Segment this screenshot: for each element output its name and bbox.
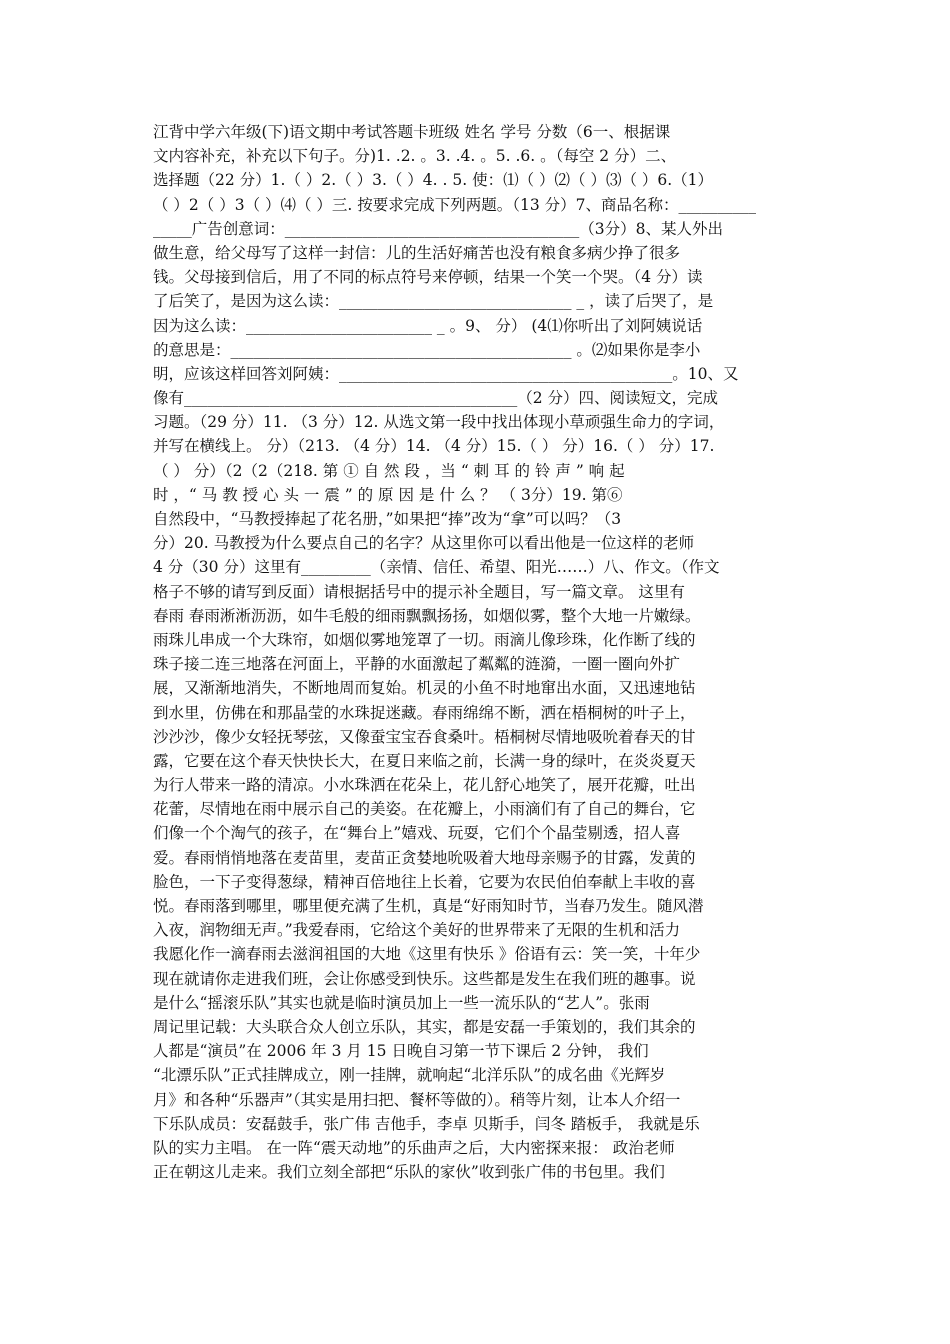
text-line: 入夜，润物细无声。”我爱春雨，它给这个美好的世界带来了无限的生机和活力 (153, 921, 681, 940)
text-line: 选择题（22 分）1.（ ）2.（ ）3.（ ）4. . 5. 使：⑴（ ）⑵（ ）⑶（ ）6.（1） (153, 171, 714, 190)
text-line: 沙沙沙，像少女轻抚琴弦，又像蚕宝宝吞食桑叶。梧桐树尽情地吸吮着春天的甘 (153, 727, 696, 746)
text-line: 并写在横线上。 分）（213. （4 分）14. （4 分）15.（ ） 分）16.（ ） 分）17. (153, 437, 715, 456)
text-line: 钱。父母接到信后，用了不同的标点符号来停顿，结果一个笑一个哭。（4 分）读 (153, 268, 703, 287)
text-line: 春雨 春雨淅淅沥沥，如牛毛般的细雨飘飘扬扬，如烟似雾，整个大地一片嫩绿。 (153, 606, 701, 625)
text-line: 明，应该这样回答刘阿姨：___________________________________________。10、又 (153, 364, 739, 383)
text-line: 习题。（29 分）11. （3 分）12. 从选文第一段中找出体现小草顽强生命力的字词， (153, 413, 725, 432)
text-line: 我愿化作一滴春雨去滋润祖国的大地《这里有快乐 》俗语有云：笑一笑，十年少 (153, 945, 701, 964)
text-line: （ ） 分）（2（2（218. 第 ① 自 然 段 ，当 “ 刺 耳 的 铃 声 ” 响 起 (153, 461, 625, 480)
text-line: 的意思是：____________________________________________ 。⑵如果你是李小 (153, 340, 701, 359)
text-line: 江背中学六年级(下)语文期中考试答题卡班级 姓名 学号 分数（6一、根据课 (153, 123, 671, 141)
text-line: 像有___________________________________________（2 分）四、阅读短文，完成 (153, 389, 719, 408)
text-line: 花蕾，尽情地在雨中展示自己的美姿。在花瓣上，小雨滴们有了自己的舞台，它 (153, 800, 696, 819)
text-line: 时 ，“ 马 教 授 心 头 一 震 ” 的 原 因 是 什 么 ？ （ 3分）19. 第⑥ (153, 485, 623, 504)
text-line: “北漂乐队”正式挂牌成立，刚一挂牌，就响起“北洋乐队”的成名曲《光辉岁 (153, 1066, 666, 1085)
text-line: 珠子接二连三地落在河面上，平静的水面激起了粼粼的涟漪，一圈一圈向外扩 (153, 655, 681, 674)
text-line: 4 分（30 分）这里有_________（亲情、信任、希望、阳光……）八、作文。（作文 (153, 558, 720, 577)
text-line: 们像一个个淘气的孩子，在“舞台上”嬉戏、玩耍，它们个个晶莹剔透，招人喜 (153, 824, 681, 843)
text-line: （ ）2（ ）3（ ）⑷（ ）三. 按要求完成下列两题。（13 分）7、商品名称：__________ (153, 195, 757, 214)
text-line: _____广告创意词：______________________________________（3分）8、某人外出 (153, 219, 723, 238)
text-line: 悦。春雨落到哪里，哪里便充满了生机，真是“好雨知时节，当春乃发生。随风潜 (153, 897, 704, 915)
text-line: 文内容补充，补充以下句子。分)1. .2. 。3. .4. 。5. .6. 。（每空 2 分）二、 (153, 147, 677, 166)
text-line: 脸色，一下子变得葱绿，精神百倍地往上长着，它要为农民伯伯奉献上丰收的喜 (153, 872, 696, 891)
text-line: 自然段中，“马教授捧起了花名册，”如果把“捧”改为“拿”可以吗？（3 (153, 510, 622, 528)
text-line: 现在就请你走进我们班，会让你感受到快乐。这些都是发生在我们班的趣事。说 (153, 969, 696, 988)
text-line: 下乐队成员：安磊鼓手，张广伟 吉他手，李卓 贝斯手，闫冬 踏板手， 我就是乐 (153, 1114, 700, 1133)
text-line: 露，它要在这个春天快快长大，在夏日来临之前，长满一身的绿叶，在炎炎夏天 (153, 751, 696, 770)
text-line: 队的实力主唱。 在一阵“震天动地”的乐曲声之后，大内密探来报： 政治老师 (153, 1138, 675, 1157)
text-line: 做生意，给父母写了这样一封信：儿的生活好痛苦也没有粮食多病少挣了很多 (153, 243, 681, 262)
text-line: 展，又渐渐地消失，不断地周而复始。机灵的小鱼不时地窜出水面，又迅速地钻 (153, 679, 696, 698)
text-line: 格子不够的请写到反面）请根据括号中的提示补全题目，写一篇文章。 这里有 (153, 582, 685, 601)
text-line: 正在朝这儿走来。我们立刻全部把“乐队的家伙”收到张广伟的书包里。我们 (153, 1163, 665, 1182)
text-line: 到水里，仿佛在和那晶莹的水珠捉迷藏。春雨绵绵不断，洒在梧桐树的叶子上， (153, 703, 696, 722)
text-line: 因为这么读：________________________ _ 。9、 分） (4⑴你听出了刘阿姨说话 (153, 316, 703, 335)
document-page (153, 120, 813, 1184)
text-line: 人都是“演员”在 2006 年 3 月 15 日晚自习第一节下课后 2 分钟， 我们 (153, 1042, 649, 1061)
text-line: 月》和各种“乐器声”（其实是用扫把、餐杯等做的）。稍等片刻，让本人介绍一 (153, 1090, 681, 1109)
text-line: 为行人带来一路的清凉。小水珠洒在花朵上，花儿舒心地笑了，展开花瓣，吐出 (153, 776, 696, 795)
text-line: 爱。春雨悄悄地落在麦苗里，麦苗正贪婪地吮吸着大地母亲赐予的甘露，发黄的 (153, 848, 696, 867)
text-line: 分）20. 马教授为什么要点自己的名字？从这里你可以看出他是一位这样的老师 (153, 534, 695, 553)
text-line: 周记里记载：大头联合众人创立乐队，其实，都是安磊一手策划的，我们其余的 (153, 1017, 696, 1036)
text-line: 了后笑了，是因为这么读：______________________________ _ ，读了后哭了，是 (153, 292, 714, 311)
text-line: 雨珠儿串成一个大珠帘，如烟似雾地笼罩了一切。雨滴儿像珍珠，化作断了线的 (153, 630, 696, 649)
text-line: 是什么“摇滚乐队”其实也就是临时演员加上一些一流乐队的“艺人”。张雨 (153, 993, 650, 1012)
